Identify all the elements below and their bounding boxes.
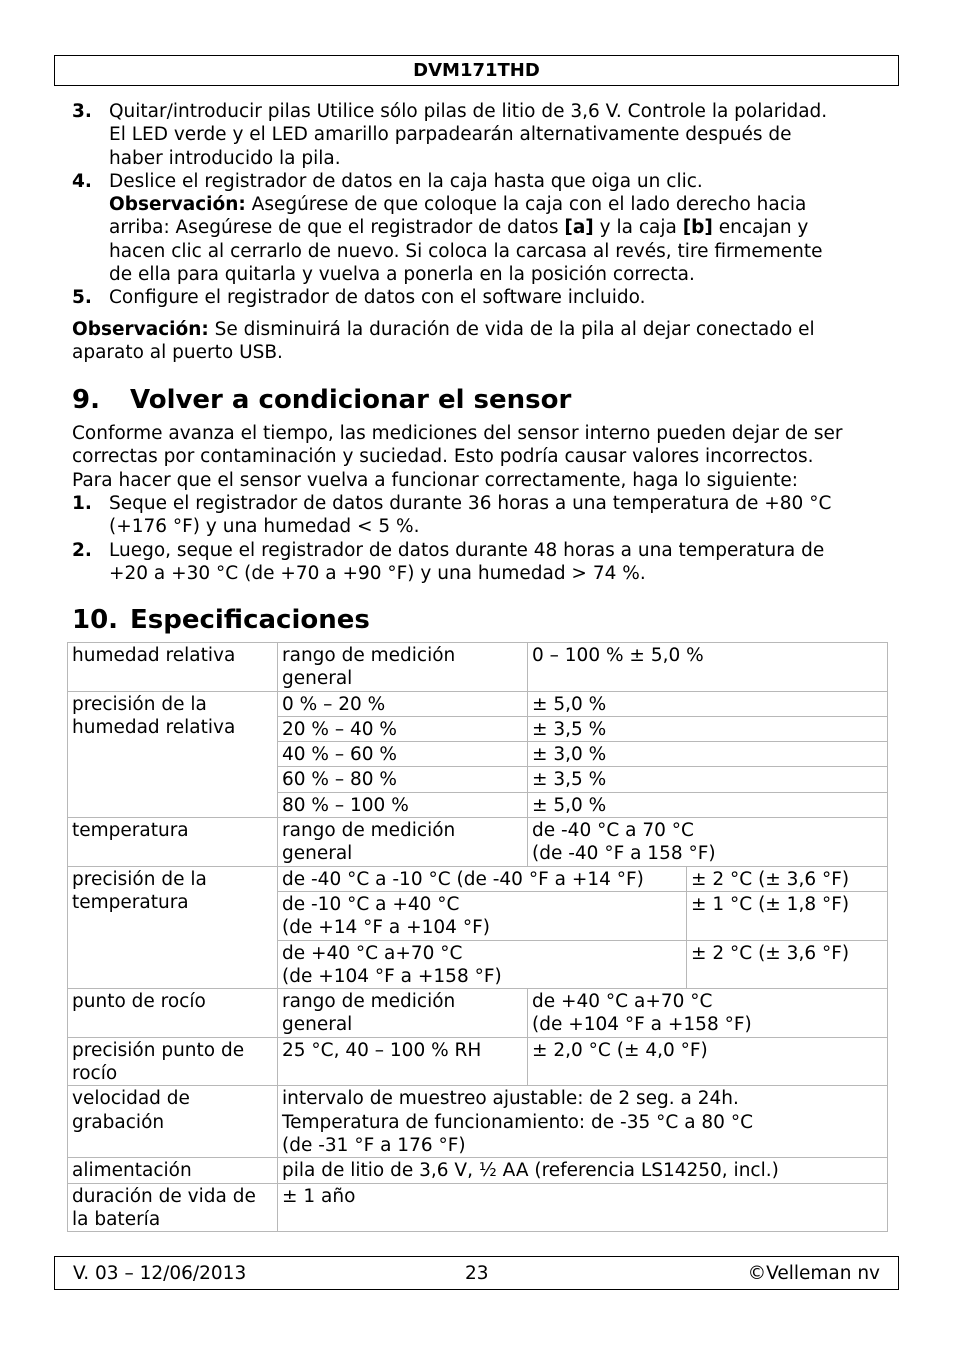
- footer-copyright: ©Velleman nv: [747, 1263, 880, 1284]
- tag-b: [b]: [682, 217, 713, 239]
- list-item: 1. Seque el registrador de datos durante 36 horas a una temperatura de +80 °C (+176 °F) y una humedad < 5 %.: [72, 493, 832, 538]
- step-line: Quitar/introducir pilas Utilice sólo pilas de litio de 3,6 V. Controle la polaridad.: [109, 101, 828, 122]
- table-row: temperatura rango de medición general de -40 °C a 70 °C (de -40 °F a 158 °F): [68, 818, 888, 867]
- table-row: punto de rocío rango de medición general de +40 °C a+70 °C (de +104 °F a +158 °F): [68, 989, 888, 1038]
- step-number: 4.: [72, 170, 92, 192]
- step-note-line: Observación: Asegúrese de que coloque la caja con el lado derecho hacia: [109, 194, 807, 216]
- page-footer: [54, 1256, 899, 1290]
- table-row: de +40 °C a+70 °C (de +104 °F a +158 °F) ± 2 °C (± 3,6 °F): [68, 940, 888, 989]
- list-item: [72, 170, 872, 286]
- table-row: precisión de la humedad relativa 0 % – 20 % ± 5,0 %: [68, 691, 888, 716]
- table-row: precisión de la temperatura de -40 °C a -10 °C (de -40 °F a +14 °F) ± 2 °C (± 3,6 °F): [68, 866, 888, 891]
- step-note-line: arriba: Asegúrese de que el registrador de datos [a] y la caja [b] encajan y: [109, 217, 809, 239]
- table-row: 60 % – 80 % ± 3,5 %: [68, 767, 888, 792]
- section-10-heading: 10. Especificaciones: [72, 605, 370, 635]
- footer-page-number: 23: [465, 1263, 489, 1284]
- step-number: 5.: [72, 287, 92, 309]
- tag-a: [a]: [564, 217, 594, 239]
- spec-table: [67, 642, 888, 1232]
- usb-note: Observación: Se disminuirá la duración de vida de la pila al dejar conectado el aparato al puerto USB.: [72, 319, 815, 364]
- recondition-steps: [72, 492, 872, 585]
- page-header: [54, 55, 899, 86]
- step-number: 3.: [72, 101, 92, 122]
- footer-version: V. 03 – 12/06/2013: [73, 1263, 247, 1284]
- table-row: humedad relativa rango de medición general 0 – 100 % ± 5,0 %: [68, 643, 888, 692]
- table-row: duración de vida de la batería ± 1 año: [68, 1183, 888, 1232]
- step-line: El LED verde y el LED amarillo parpadearán alternativamente después de: [109, 124, 792, 146]
- table-row: 20 % – 40 % ± 3,5 %: [68, 716, 888, 741]
- table-row: de -10 °C a +40 °C (de +14 °F a +104 °F) ± 1 °C (± 1,8 °F): [68, 891, 888, 940]
- list-item: [72, 100, 872, 170]
- list-item: [72, 286, 872, 309]
- header-title: DVM171THD: [413, 60, 540, 81]
- note-label: Observación:: [72, 319, 209, 340]
- step-note-line: de ella para quitarla y vuelva a ponerla en la posición correcta.: [109, 264, 695, 286]
- step-number: 1.: [72, 493, 92, 514]
- note-label: Observación:: [109, 194, 246, 216]
- list-item: 2. Luego, seque el registrador de datos durante 48 horas a una temperatura de +20 a +30 °C (de +70 a +90 °F) y una humedad > 74 %.: [72, 539, 825, 584]
- step-number: 2.: [72, 539, 92, 561]
- table-row: 40 % – 60 % ± 3,0 %: [68, 742, 888, 767]
- section-9-intro: Conforme avanza el tiempo, las mediciones del sensor interno pueden dejar de ser correctas por contaminación y suciedad. Esto podría causar valores incorrectos. Para hacer que el sensor vuelva a funcionar correctamente, haga lo siguiente:: [72, 423, 843, 491]
- section-9-heading: 9. Volver a condicionar el sensor: [72, 385, 572, 415]
- step-line: haber introducido la pila.: [109, 147, 341, 169]
- step-line: Configure el registrador de datos con el software incluido.: [109, 287, 646, 309]
- install-steps: [72, 100, 872, 310]
- step-line: Deslice el registrador de datos en la caja hasta que oiga un clic.: [109, 170, 703, 192]
- table-row: alimentación pila de litio de 3,6 V, ½ AA (referencia LS14250, incl.): [68, 1158, 888, 1183]
- table-row: velocidad de grabación intervalo de muestreo ajustable: de 2 seg. a 24h. Temperatura de funcionamiento: de -35 °C a 80 °C (de -31 °F a 176 °F): [68, 1086, 888, 1158]
- table-row: 80 % – 100 % ± 5,0 %: [68, 792, 888, 817]
- table-row: precisión punto de rocío 25 °C, 40 – 100 % RH ± 2,0 °C (± 4,0 °F): [68, 1037, 888, 1086]
- step-note-line: hacen clic al cerrarlo de nuevo. Si coloca la carcasa al revés, tire firmemente: [109, 240, 823, 262]
